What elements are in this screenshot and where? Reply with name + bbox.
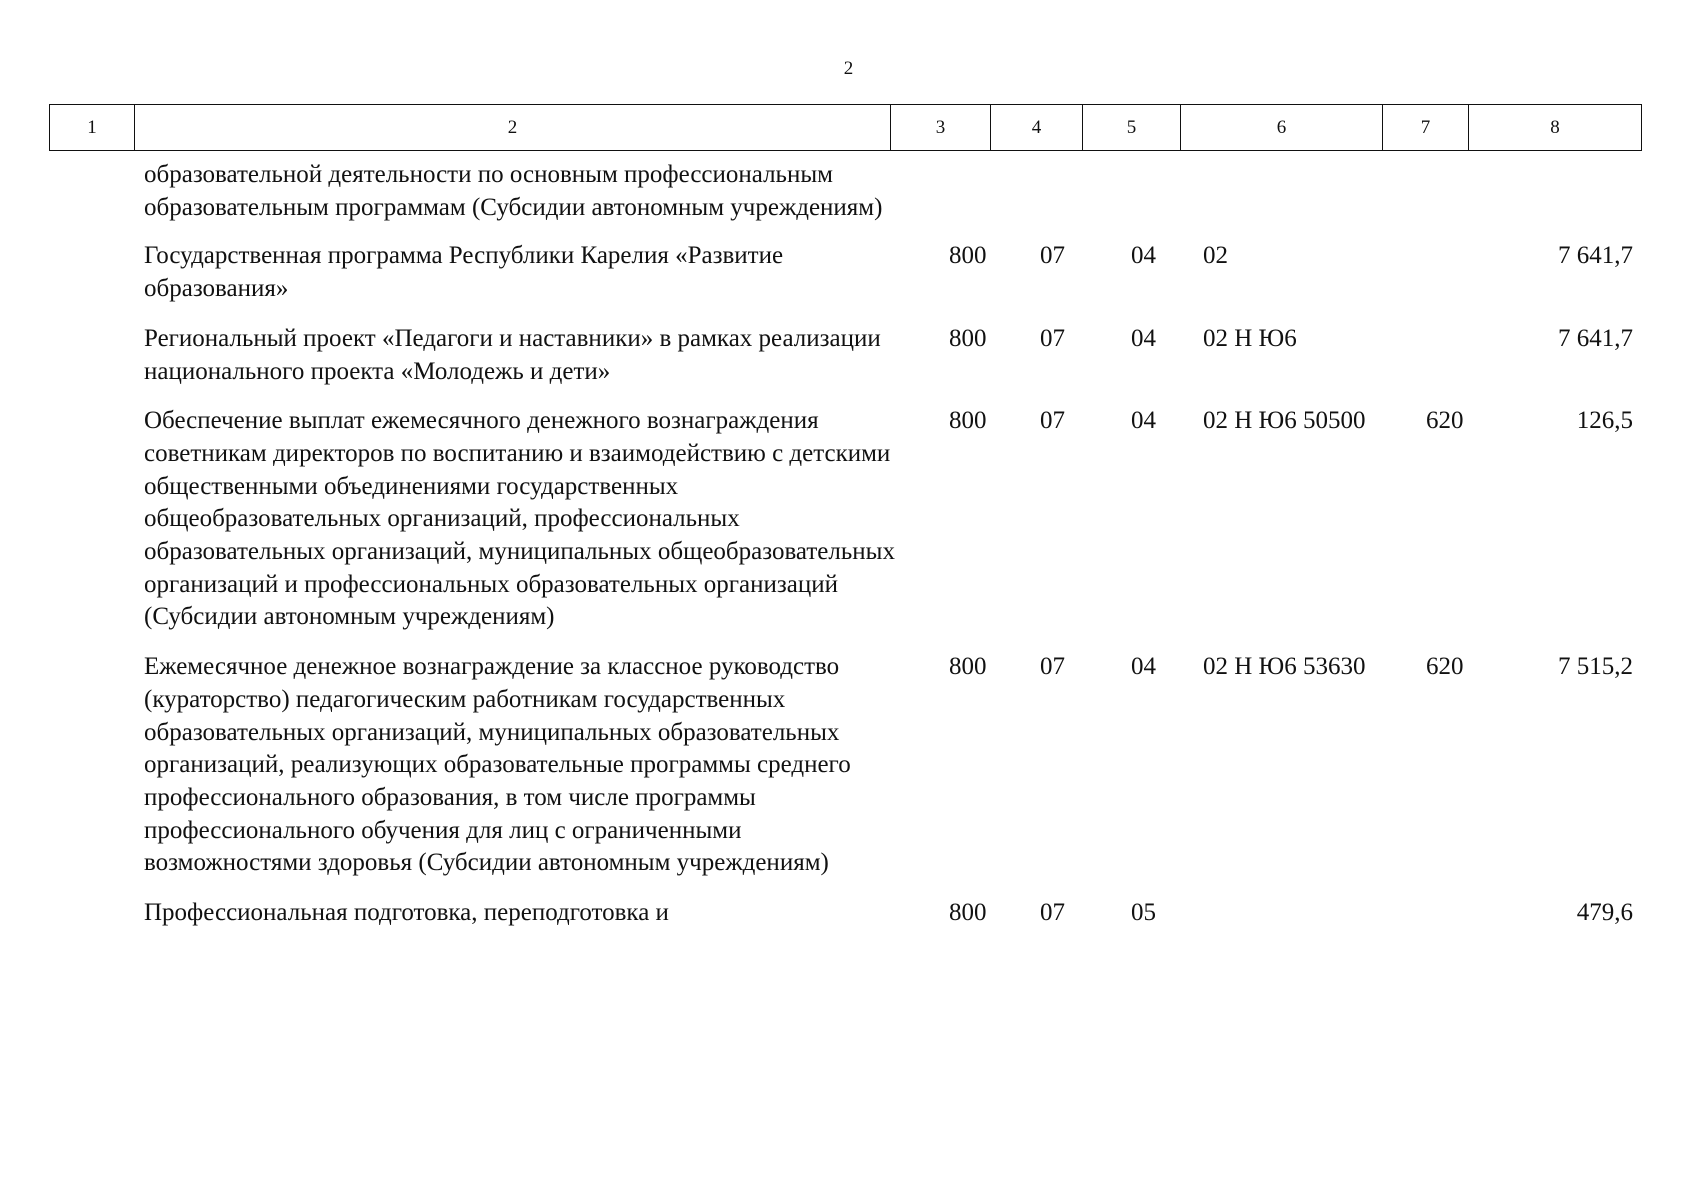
row-expense-type [1405, 897, 1491, 947]
column-number: 4 [991, 105, 1083, 151]
page-number: 2 [843, 58, 854, 79]
column-number: 3 [891, 105, 991, 151]
column-header-row [50, 105, 1642, 151]
column-number: 7 [1383, 105, 1469, 151]
table-row [49, 405, 1641, 651]
row-expense-type [1405, 159, 1491, 240]
table-row [49, 323, 1641, 405]
row-code: 800 [949, 242, 987, 270]
row-code: 800 [949, 653, 987, 681]
row-article: 02 [1203, 242, 1228, 270]
row-sum: 7 641,7 [1558, 242, 1633, 270]
row-subsection: 04 [1131, 324, 1156, 352]
row-subsection [1097, 159, 1194, 240]
row-article: 02 Н Ю6 [1203, 324, 1297, 352]
row-code [915, 159, 1006, 240]
column-header-table [49, 104, 1642, 151]
column-number: 5 [1083, 105, 1181, 151]
row-name: Обеспечение выплат ежемесячного денежного вознаграждения советникам директоров по воспитанию и взаимодействию с детскими общественными объединениями государственных общеобразовательных организаций, профессиональных образовательных организаций, муниципальных общеобразовательных организаций и профессиональных образовательных организаций (Субсидии автономным учреждениям) [144, 407, 895, 631]
table-row [49, 240, 1641, 322]
row-section: 07 [1040, 407, 1065, 435]
row-section: 07 [1040, 899, 1065, 927]
row-sum: 479,6 [1576, 899, 1633, 927]
row-name: образовательной деятельности по основным профессиональным образовательным программам (Субсидии автономным учреждениям) [144, 161, 883, 221]
row-section [1006, 159, 1097, 240]
table-row [49, 897, 1641, 947]
row-code: 800 [949, 324, 987, 352]
column-number: 6 [1181, 105, 1383, 151]
column-number: 1 [50, 105, 135, 151]
row-code: 800 [949, 407, 987, 435]
row-sum: 7 515,2 [1558, 653, 1633, 681]
row-subsection: 04 [1131, 653, 1156, 681]
row-article: 02 Н Ю6 50500 [1203, 407, 1366, 435]
row-code: 800 [949, 899, 987, 927]
table-row [49, 651, 1641, 897]
column-number: 2 [135, 105, 891, 151]
row-name: Государственная программа Республики Карелия «Развитие образования» [144, 242, 784, 303]
table-row [49, 159, 1641, 240]
row-subsection: 04 [1131, 242, 1156, 270]
row-sum: 7 641,7 [1558, 324, 1633, 352]
row-section: 07 [1040, 324, 1065, 352]
row-expense-type [1405, 323, 1491, 405]
row-article: 02 Н Ю6 53630 [1203, 653, 1366, 681]
column-number: 8 [1469, 105, 1642, 151]
row-section: 07 [1040, 653, 1065, 681]
row-article [1194, 159, 1405, 240]
budget-table-body [49, 159, 1641, 947]
row-article [1194, 897, 1405, 947]
row-sum [1491, 159, 1641, 240]
row-name: Региональный проект «Педагоги и наставники» в рамках реализации национального проекта «Молодежь и дети» [144, 324, 881, 385]
row-expense-type [1405, 240, 1491, 322]
row-sum: 126,5 [1576, 407, 1633, 435]
row-subsection: 05 [1131, 899, 1156, 927]
row-expense-type: 620 [1426, 407, 1464, 435]
row-subsection: 04 [1131, 407, 1156, 435]
row-name: Ежемесячное денежное вознаграждение за классное руководство (кураторство) педагогическим работникам государственных образовательных организаций, муниципальных образовательных организаций, реализующих образовательные программы среднего профессионального образования, в том числе программы профессионального обучения для лиц с ограниченными возможностями здоровья (Субсидии автономным учреждениям) [144, 653, 851, 877]
row-name: Профессиональная подготовка, переподготовка и [144, 899, 669, 927]
row-expense-type: 620 [1426, 653, 1464, 681]
row-section: 07 [1040, 242, 1065, 270]
